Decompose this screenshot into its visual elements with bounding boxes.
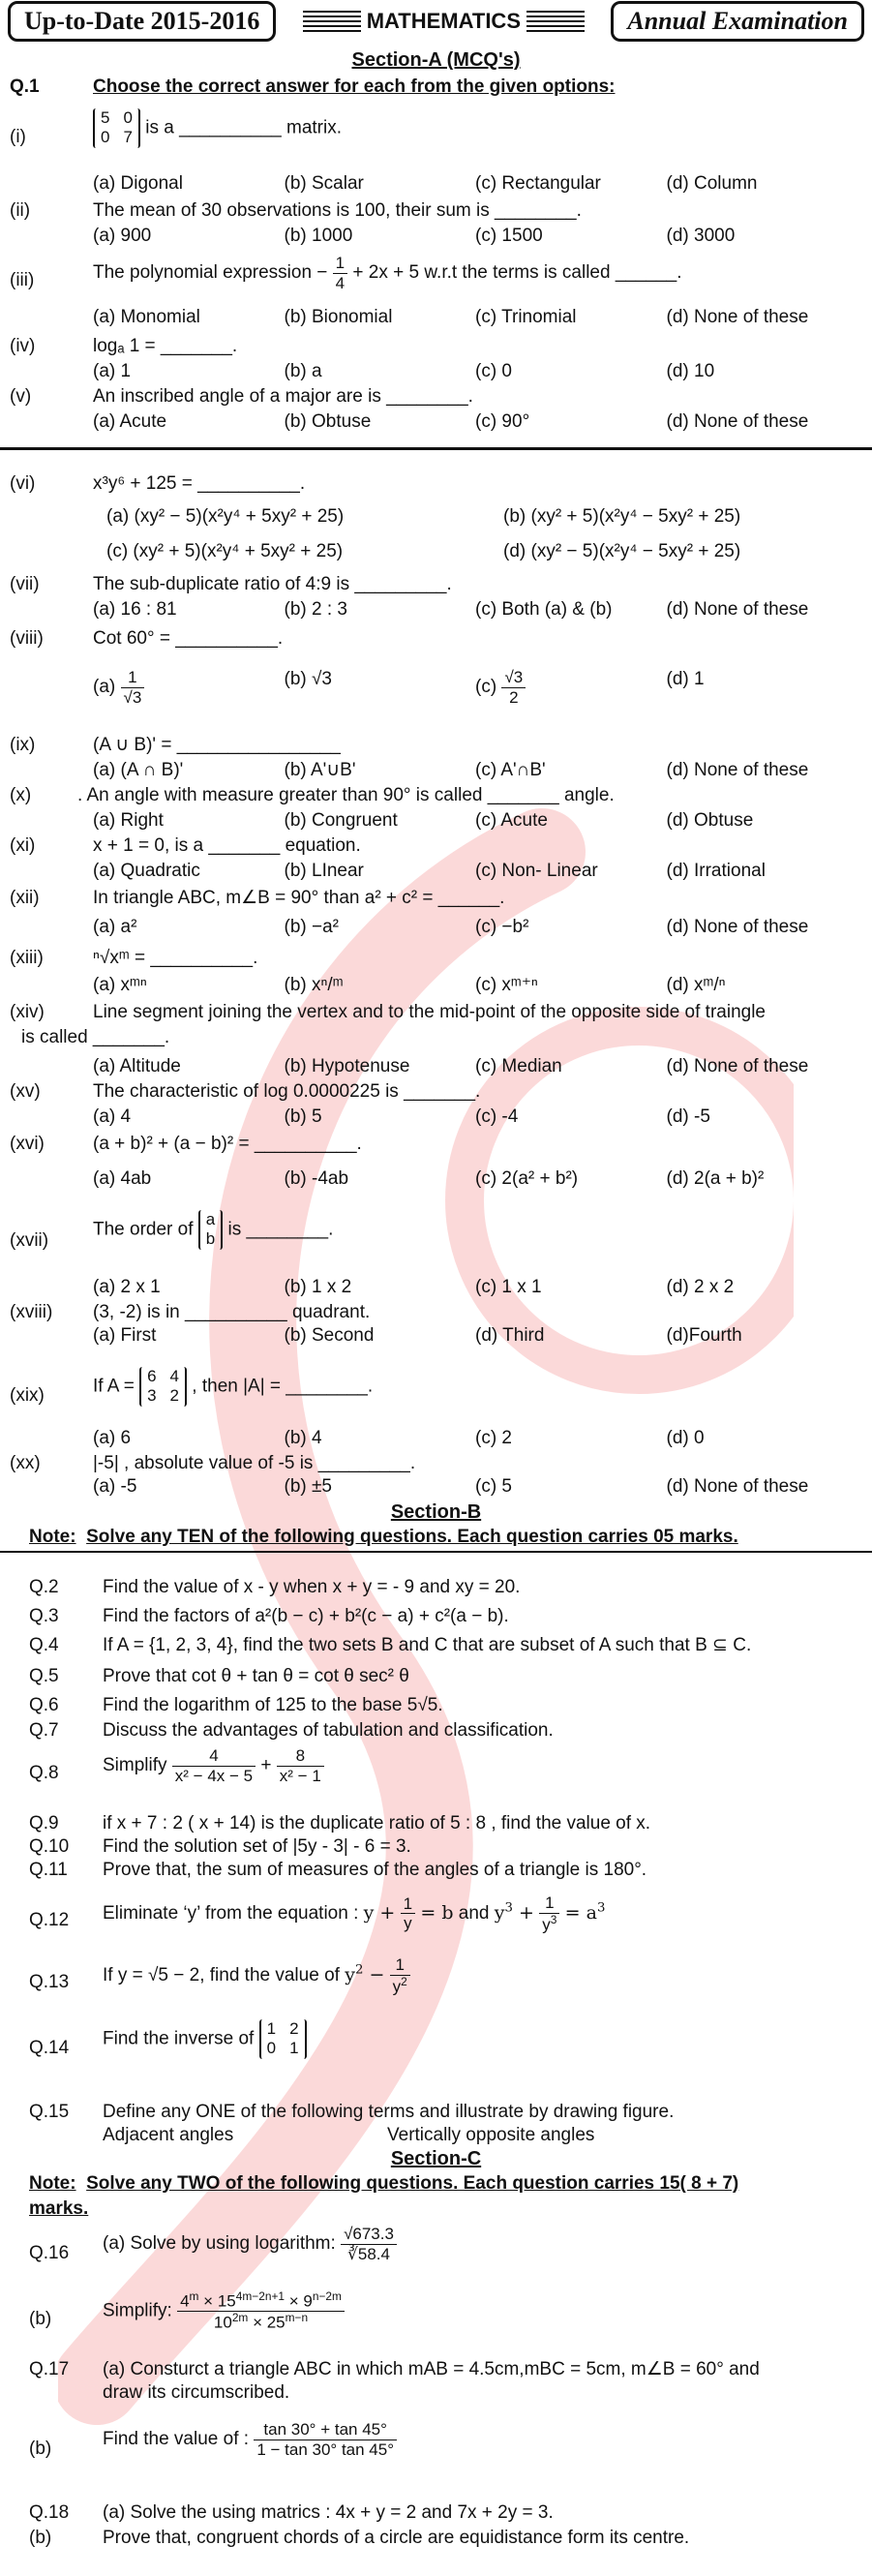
mcq-options: (a) 1 (b) a (c) 0 (d) 10 [93,361,715,381]
question-text: Find the solution set of |5y - 3| - 6 = 3. [103,1836,411,1857]
mcq-option: (c) (xy² + 5)(x²y⁴ + 5xy² + 25) [106,541,344,561]
header-exam: Annual Examination [611,1,864,43]
question-number: (b) [29,2439,52,2459]
question-number: Q.14 [29,2038,70,2058]
question-text: Prove that, the sum of measures of the angles of a triangle is 180°. [103,1860,647,1880]
mcq-stem: The sub-duplicate ratio of 4:9 is _________. [93,574,452,594]
q1-instruction: Choose the correct answer for each from the given options: [93,76,616,97]
mcq-number: (v) [10,386,32,407]
section-b-note: Note: Solve any TEN of the following questions. Each question carries 05 marks. [29,1527,738,1547]
question-text: Find the value of : $\frac{\tan 30^\circ + \tan 45^\circ}{1 - \tan 30^\circ \tan 45^\circ}$ [103,2420,397,2459]
mcq-stem: (a + b)² + (a − b)² = __________. [93,1134,362,1154]
mcq-options: (a) Quadratic (b) LInear (c) Non- Linear (d) Irrational [93,861,766,881]
fraction: $\frac{1}{y^2}$ [390,1955,410,1996]
mcq-number: (ii) [10,200,31,221]
question-text: Simplify: $\frac{4^m \times 15^{4m-2n+1} \times 9^{n-2m}}{10^{2m} \times 25^{m-n}}$ [103,2290,345,2332]
mcq-stem: |-5| , absolute value of -5 is _________. [93,1453,416,1473]
header-stripes-left [303,11,361,32]
mcq-number: (xvii) [10,1230,49,1251]
header-years: Up-to-Date 2015-2016 [8,1,276,43]
question-number: Q.7 [29,1720,59,1741]
page-divider [0,447,872,450]
question-text: (a) Solve by using logarithm: $\frac{√673.3}{∛58.4}$ [103,2225,397,2263]
mcq-options: (a) xᵐⁿ (b) xⁿ/ᵐ (c) xᵐ⁺ⁿ (d) xᵐ/ⁿ [93,975,726,995]
mcq-number: (i) [10,127,26,147]
mcq-stem: logₐ 1 = _______. [93,336,238,356]
question-text: Define any ONE of the following terms and illustrate by drawing figure. [103,2102,675,2122]
question-subitem: Vertically opposite angles [387,2125,595,2145]
question-number: Q.18 [29,2502,70,2523]
section-c-title: Section-C [390,2148,482,2169]
question-number: (b) [29,2309,52,2329]
mcq-options: (a) a² (b) −a² (c) −b² (d) None of these [93,917,809,937]
mcq-stem: The polynomial expression − $\frac{1}{4}$ + 2x + 5 w.r.t the terms is called ______. [93,254,682,292]
header-stripes-right [526,11,585,32]
matrix: 1 2 0 1 [259,2019,307,2059]
question-number: Q.13 [29,1972,70,1992]
question-subitem: Adjacent angles [103,2125,234,2145]
question-number: Q.15 [29,2102,70,2122]
mcq-stem: . An angle with measure greater than 90° is called _______ angle. [77,785,615,805]
question-text: If A = {1, 2, 3, 4}, find the two sets B and C that are subset of A such that B ⊆ C. [103,1635,752,1655]
question-number: Q.16 [29,2243,70,2263]
question-number: Q.5 [29,1666,59,1686]
question-number: Q.2 [29,1577,59,1597]
mcq-options: (a) Acute (b) Obtuse (c) 90° (d) None of these [93,411,809,432]
mcq-number: (xvi) [10,1134,45,1154]
mcq-option: (d) (xy² − 5)(x²y⁴ − 5xy² + 25) [503,541,741,561]
mcq-options: (a) Monomial (b) Bionomial (c) Trinomial (d) None of these [93,307,809,327]
mcq-options: (a) 16 : 81 (b) 2 : 3 (c) Both (a) & (b) (d) None of these [93,599,809,620]
mcq-number: (iv) [10,336,36,356]
mcq-stem: x³y⁶ + 125 = __________. [93,473,306,494]
matrix: a b [198,1210,223,1250]
mcq-stem: An inscribed angle of a major are is ________. [93,386,473,407]
question-text: Discuss the advantages of tabulation and classification. [103,1720,554,1741]
question-number: Q.12 [29,1910,70,1930]
note-underline [0,1551,872,1553]
fraction: $\frac{√673.3}{∛58.4}$ [341,2225,397,2263]
mcq-options: (a) First (b) Second (d) Third (d)Fourth [93,1325,742,1346]
question-number: Q.11 [29,1860,68,1880]
mcq-options: (a) Altitude (b) Hypotenuse (c) Median (d) None of these [93,1056,809,1076]
mcq-number: (xiii) [10,948,44,968]
mcq-number: (ix) [10,735,36,755]
matrix: 5 0 0 7 [93,108,140,148]
mcq-number: (xv) [10,1081,41,1102]
mcq-stem: 5 0 0 7 is a __________ matrix. [93,108,342,148]
question-text: Prove that cot θ + tan θ = cot θ sec² θ [103,1666,409,1686]
question-number: Q.9 [29,1813,59,1834]
mcq-options: (a) 900 (b) 1000 (c) 1500 (d) 3000 [93,226,736,246]
section-c-note: Note: Solve any TWO of the following questions. Each question carries 15( 8 + 7) [29,2173,739,2194]
mcq-number: (vii) [10,574,40,594]
exam-header [8,0,864,43]
mcq-options: (a) Digonal (b) Scalar (c) Rectangular (d) Column [93,173,758,194]
mcq-option: (b) (xy² + 5)(x²y⁴ − 5xy² + 25) [503,506,741,527]
mcq-number: (iii) [10,270,35,290]
mcq-number: (x) [10,785,32,805]
mcq-stem: Cot 60° = __________. [93,628,284,649]
question-text: Eliminate ‘y’ from the equation : y + $\frac{1}{y}$ = b and $y^3$ + $\frac{1}{y^3}$ = $a^3$ [103,1894,606,1934]
fraction: $\frac{1}{y^3}$ [539,1894,559,1934]
mcq-stem: (3, -2) is in __________ quadrant. [93,1302,371,1322]
mcq-stem: The mean of 30 observations is 100, their sum is ________. [93,200,582,221]
question-number: Q.3 [29,1606,59,1626]
mcq-options: (a) (A ∩ B)' (b) A'∪B' (c) A'∩B' (d) None of these [93,760,809,780]
question-number: Q.8 [29,1763,59,1783]
question-text-continued: draw its circumscribed. [103,2382,290,2403]
fraction: $\frac{4^m \times 15^{4m-2n+1} \times 9^{n-2m}}{10^{2m} \times 25^{m-n}}$ [177,2290,345,2332]
question-text: Prove that, congruent chords of a circle are equidistance form its centre. [103,2528,690,2548]
mcq-number: (xiv) [10,1002,45,1022]
section-b-title: Section-B [390,1501,482,1523]
mcq-options: (a) 4ab (b) -4ab (c) 2(a² + b²) (d) 2(a + b)² [93,1168,765,1189]
mcq-number: (vi) [10,473,36,494]
mcq-number: (xii) [10,888,40,908]
section-c-note-continued: marks. [29,2198,89,2219]
question-text: Find the logarithm of 125 to the base 5√5. [103,1695,443,1715]
mcq-stem: If A = 6 4 3 2 , then |A| = ________. [93,1367,374,1406]
mcq-stem: ⁿ√xᵐ = __________. [93,948,258,968]
fraction: $\frac{\tan 30^\circ + \tan 45^\circ}{1 - \tan 30^\circ \tan 45^\circ}$ [254,2420,397,2459]
mcq-options: (a) Right (b) Congruent (c) Acute (d) Obtuse [93,810,754,831]
mcq-options: (a) $\frac{1}{√3}$ (b) √3 (c) $\frac{√3}{2}$ (d) 1 [93,668,705,707]
question-text: Find the value of x - y when x + y = - 9 and xy = 20. [103,1577,521,1597]
mcq-stem: In triangle ABC, m∠B = 90° than a² + c² = ______. [93,888,505,908]
fraction: $\frac{1}{y}$ [401,1894,415,1933]
mcq-stem: x + 1 = 0, is a _______ equation. [93,835,361,856]
mcq-options: (a) 6 (b) 4 (c) 2 (d) 0 [93,1428,705,1448]
question-text: (a) Consturct a triangle ABC in which mAB = 4.5cm,mBC = 5cm, m∠B = 60° and [103,2359,760,2379]
mcq-stem-continued: is called _______. [21,1027,170,1047]
question-text: Find the inverse of 1 2 0 1 [103,2019,307,2059]
question-number: Q.17 [29,2359,70,2379]
mcq-stem: Line segment joining the vertex and to the mid-point of the opposite side of traingle [93,1002,766,1022]
mcq-stem: The order of a b is ________. [93,1210,334,1249]
question-number: Q.6 [29,1695,59,1715]
question-text: (a) Solve the using matrics : 4x + y = 2 and 7x + 2y = 3. [103,2502,554,2523]
mcq-options: (a) 2 x 1 (b) 1 x 2 (c) 1 x 1 (d) 2 x 2 [93,1277,735,1297]
question-number: (b) [29,2528,52,2548]
q1-number: Q.1 [10,76,40,97]
mcq-options: (a) -5 (b) ±5 (c) 5 (d) None of these [93,1476,809,1497]
question-text: if x + 7 : 2 ( x + 14) is the duplicate ratio of 5 : 8 , find the value of x. [103,1813,651,1834]
mcq-number: (xi) [10,835,36,856]
question-text: If y = √5 − 2, find the value of $y^2$ − $\frac{1}{y^2}$ [103,1955,410,1996]
question-number: Q.10 [29,1836,70,1857]
mcq-number: (xx) [10,1453,41,1473]
question-text: Find the factors of a²(b − c) + b²(c − a) + c²(a − b). [103,1606,509,1626]
mcq-stem: (A ∪ B)' = ________________ [93,735,341,755]
question-number: Q.4 [29,1635,59,1655]
section-a-title: Section-A (MCQ's) [351,49,521,71]
mcq-stem: The characteristic of log 0.0000225 is _______. [93,1081,481,1102]
mcq-number: (xviii) [10,1302,53,1322]
mcq-option: (a) (xy² − 5)(x²y⁴ + 5xy² + 25) [106,506,345,527]
mcq-number: (xix) [10,1385,45,1406]
question-text: Simplify $\frac{4}{\text{x² − 4x − 5}}$ + $\frac{8}{\text{x² − 1}}$ [103,1746,324,1785]
matrix: 6 4 3 2 [139,1367,187,1407]
mcq-number: (viii) [10,628,44,649]
mcq-options: (a) 4 (b) 5 (c) -4 (d) -5 [93,1106,710,1127]
header-subject: MATHEMATICS [366,9,521,34]
header-subject-block [303,8,585,35]
